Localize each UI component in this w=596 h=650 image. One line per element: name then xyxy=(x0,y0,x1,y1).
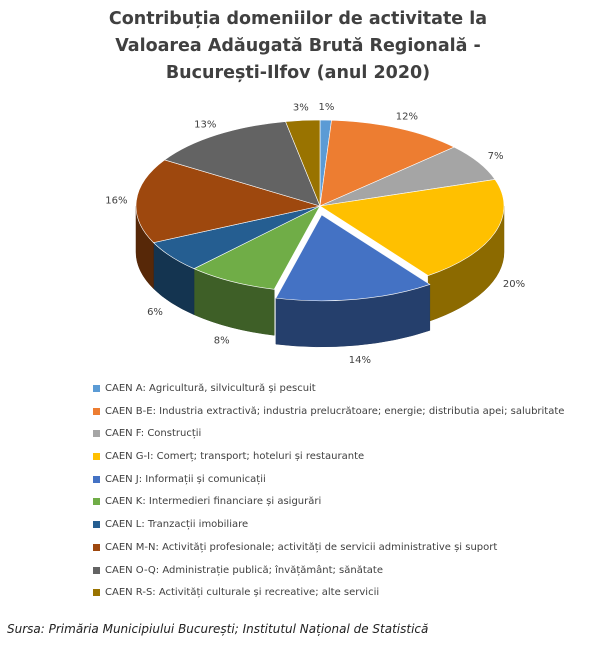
legend-label: CAEN O-Q: Administrație publică; învățământ; sănătate xyxy=(105,564,383,576)
pie-data-label: 12% xyxy=(395,111,419,123)
legend-label: CAEN A: Agricultură, silvicultură și pescuit xyxy=(105,383,316,394)
legend-label: CAEN F: Construcții xyxy=(105,428,202,440)
legend-swatch xyxy=(93,430,100,437)
pie-data-label: 13% xyxy=(194,119,217,131)
legend-swatch xyxy=(93,476,100,483)
legend-label: CAEN L: Tranzacții imobiliare xyxy=(105,519,249,531)
legend-label: CAEN J: Informații și comunicații xyxy=(105,473,266,485)
pie-data-label: 3% xyxy=(292,102,309,114)
legend-swatch xyxy=(93,521,100,528)
legend-entry xyxy=(93,586,593,609)
legend-swatch xyxy=(93,498,100,505)
legend-swatch xyxy=(93,589,100,596)
legend-entry xyxy=(93,541,593,564)
legend-entry xyxy=(93,564,593,587)
legend-entry xyxy=(93,450,593,473)
chart-legend xyxy=(93,382,593,609)
legend-swatch xyxy=(93,453,100,460)
legend-label: CAEN G-I: Comerț; transport; hoteluri și restaurante xyxy=(105,451,365,463)
legend-entry xyxy=(93,427,593,450)
legend-swatch xyxy=(93,408,100,415)
chart-title-line-2: Valoarea Adăugată Brută Regională - xyxy=(115,36,481,56)
legend-label: CAEN M-N: Activități profesionale; activități de servicii administrative și suport xyxy=(105,541,498,553)
pie-data-label: 8% xyxy=(213,335,230,347)
legend-entry xyxy=(93,405,593,428)
legend-entry xyxy=(93,518,593,541)
pie-data-label: 14% xyxy=(348,355,372,367)
legend-swatch xyxy=(93,385,100,392)
chart-title-line-1: Contribuția domeniilor de activitate la xyxy=(108,9,488,29)
pie-data-label: 1% xyxy=(318,102,335,113)
legend-entry xyxy=(93,473,593,496)
pie-data-label: 6% xyxy=(147,306,163,318)
chart-title-line-3: București-Ilfov (anul 2020) xyxy=(165,63,431,83)
pie-data-label: 7% xyxy=(487,151,504,163)
legend-label: CAEN B-E: Industria extractivă; industria prelucrătoare; energie; distributia apei; salubritate xyxy=(105,405,565,417)
pie-data-label: 16% xyxy=(105,195,128,207)
legend-entry xyxy=(93,382,593,405)
legend-swatch xyxy=(93,567,100,574)
legend-swatch xyxy=(93,544,100,551)
legend-label: CAEN K: Intermedieri financiare și asigurări xyxy=(105,496,322,508)
source-note: Sursa: Primăria Municipiului București; Institutul Național de Statistică xyxy=(7,622,429,636)
legend-label: CAEN R-S: Activități culturale și recreative; alte servicii xyxy=(105,587,380,599)
pie-data-label: 20% xyxy=(502,278,526,290)
legend-entry xyxy=(93,495,593,518)
